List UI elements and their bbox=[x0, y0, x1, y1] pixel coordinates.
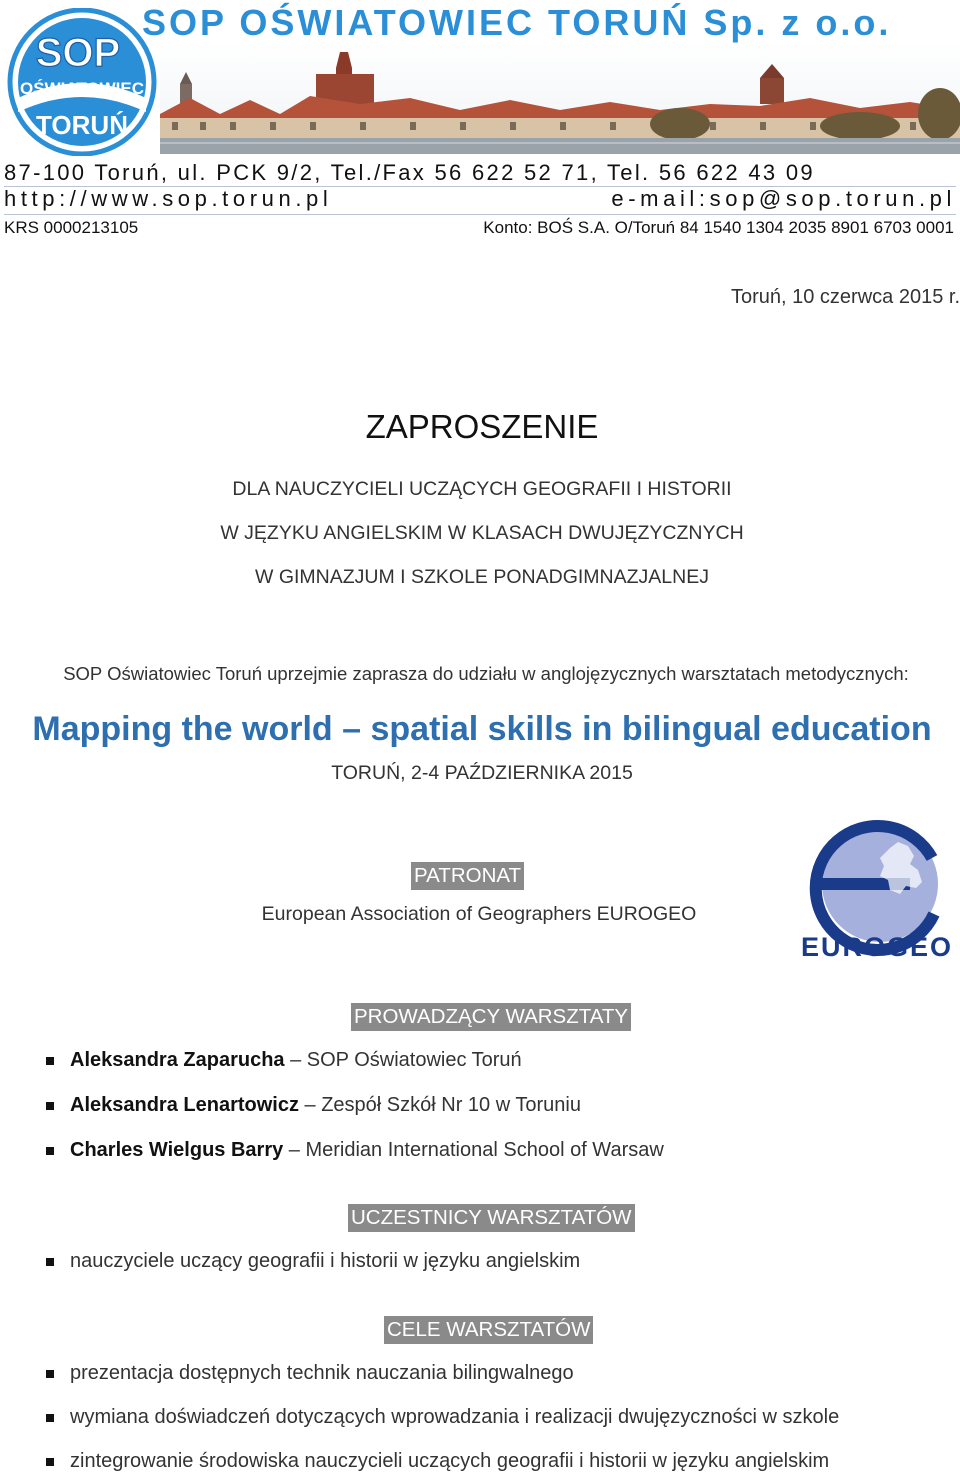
torun-skyline-photo bbox=[160, 44, 960, 154]
goal-text: prezentacja dostępnych technik nauczania bilingwalnego bbox=[70, 1362, 574, 1384]
event-date: TORUŃ, 2-4 PAŹDZIERNIKA 2015 bbox=[331, 762, 633, 784]
patronage-label: PATRONAT bbox=[411, 862, 524, 890]
document-title: ZAPROSZENIE bbox=[365, 408, 599, 445]
leader-affiliation: – Zespół Szkół Nr 10 w Toruniu bbox=[298, 1094, 581, 1116]
square-bullet-icon bbox=[46, 1147, 54, 1155]
patron-name: European Association of Geographers EUROGEO bbox=[261, 903, 697, 925]
goal-text: wymiana doświadczeń dotyczących wprowadzania i realizacji dwujęzyczności w szkole bbox=[70, 1406, 840, 1428]
invitation-intro: SOP Oświatowiec Toruń uprzejmie zaprasza do udziału w anglojęzycznych warsztatach metodycznych: bbox=[63, 663, 909, 684]
sop-logo bbox=[4, 8, 160, 156]
website-link[interactable]: http://www.sop.torun.pl bbox=[4, 186, 333, 211]
square-bullet-icon bbox=[46, 1057, 54, 1065]
square-bullet-icon bbox=[46, 1458, 54, 1466]
leaders-label: PROWADZĄCY WARSZTATY bbox=[351, 1003, 631, 1031]
krs-number: KRS 0000213105 bbox=[4, 218, 139, 237]
leader-affiliation: – SOP Oświatowiec Toruń bbox=[284, 1049, 522, 1071]
eurogeo-logo-text: EUROGEO bbox=[800, 932, 954, 962]
leader-name: Charles Wielgus Barry bbox=[70, 1139, 284, 1161]
eurogeo-logo bbox=[794, 818, 960, 964]
square-bullet-icon bbox=[46, 1258, 54, 1266]
leader-name: Aleksandra Zaparucha bbox=[70, 1049, 285, 1071]
header-divider bbox=[4, 214, 956, 215]
address-line: 87-100 Toruń, ul. PCK 9/2, Tel./Fax 56 622 52 71, Tel. 56 622 43 09 bbox=[4, 160, 815, 185]
logo-oswiatowiec-text: OŚWIATOWIEC bbox=[19, 79, 145, 98]
goal-text: zintegrowanie środowiska nauczycieli uczących geografii i historii w języku angielskim bbox=[70, 1450, 830, 1472]
event-title: Mapping the world – spatial skills in bilingual education bbox=[32, 710, 932, 748]
leader-affiliation: – Meridian International School of Warsaw bbox=[283, 1139, 664, 1161]
company-name: SOP OŚWIATOWIEC TORUŃ Sp. z o.o. bbox=[142, 2, 892, 43]
subheading: DLA NAUCZYCIELI UCZĄCYCH GEOGRAFII I HISTORII bbox=[232, 478, 732, 500]
subheading: W GIMNAZJUM I SZKOLE PONADGIMNAZJALNEJ bbox=[255, 566, 709, 588]
leader-name: Aleksandra Lenartowicz bbox=[70, 1094, 299, 1116]
email-link[interactable]: e-mail:sop@sop.torun.pl bbox=[611, 186, 956, 211]
letterhead bbox=[0, 0, 960, 250]
registration-line bbox=[4, 218, 956, 238]
square-bullet-icon bbox=[46, 1414, 54, 1422]
logo-sop-text: SOP bbox=[35, 31, 121, 75]
bank-account: Konto: BOŚ S.A. O/Toruń 84 1540 1304 2035 8901 6703 0001 bbox=[483, 218, 954, 237]
subheading: W JĘZYKU ANGIELSKIM W KLASACH DWUJĘZYCZNYCH bbox=[220, 522, 744, 544]
participants-label: UCZESTNICY WARSZTATÓW bbox=[348, 1204, 635, 1232]
goals-label: CELE WARSZTATÓW bbox=[384, 1316, 593, 1344]
participant-text: nauczyciele uczący geografii i historii w języku angielskim bbox=[70, 1250, 581, 1272]
contact-line bbox=[4, 186, 956, 212]
square-bullet-icon bbox=[46, 1370, 54, 1378]
logo-torun-text: TORUŃ bbox=[36, 110, 128, 140]
square-bullet-icon bbox=[46, 1102, 54, 1110]
document-date: Toruń, 10 czerwca 2015 r. bbox=[730, 286, 960, 308]
